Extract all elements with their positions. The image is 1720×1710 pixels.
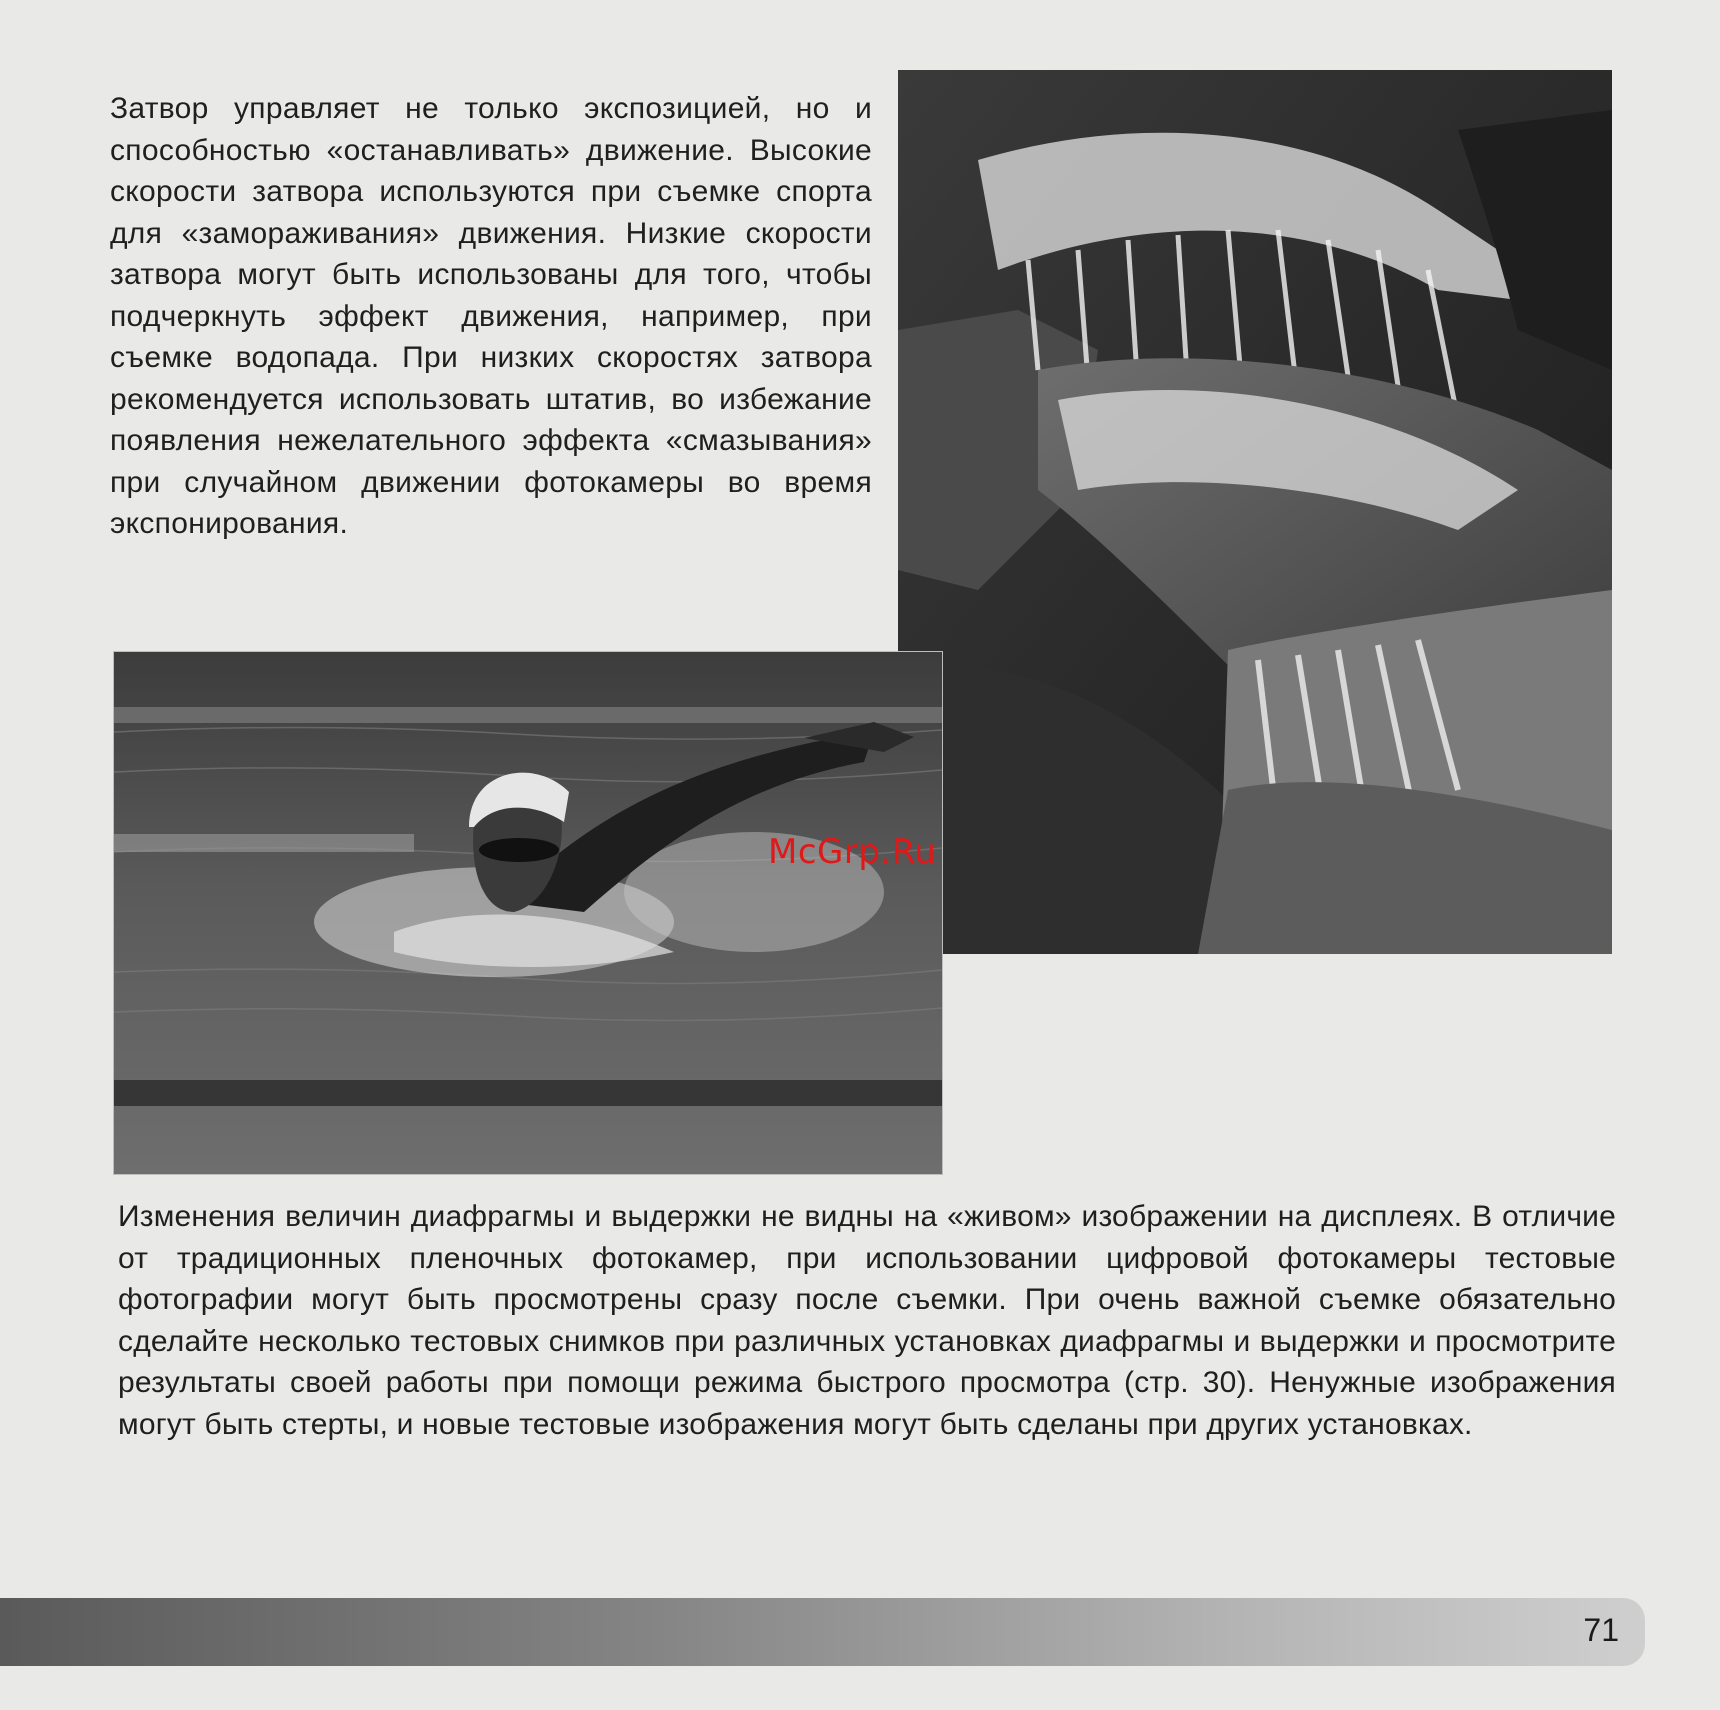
page-footer-bar xyxy=(0,1598,1645,1666)
waterfall-image xyxy=(898,70,1612,954)
watermark: McGrp.Ru xyxy=(768,832,937,872)
swimmer-photo xyxy=(114,652,942,1174)
swimmer-image xyxy=(114,652,942,1174)
paragraph-aperture-shutter: Изменения величин диафрагмы и выдержки не видны на «живом» изображении на дисплеях. В отличие от традиционных пленочных фотокамер, при использовании цифровой фотокамеры тестовые фотографии могут быть просмотрены сразу после съемки. При очень важной съемке обязательно сделайте несколько тестовых снимков при различных установках диафрагмы и выдержки и просмотрите результаты своей работы при помощи режима быстрого просмотра (стр. 30). Ненужные изображения могут быть стерты, и новые тестовые изображения могут быть сделаны при других установках. xyxy=(118,1200,1616,1441)
paragraph-shutter-speed: Затвор управляет не только экспозицией, но и способностью «останавливать» движение. Высокие скорости затвора используются при съемке спорта для «замораживания» движения. Низкие скорости затвора могут быть использованы для того, чтобы подчеркнуть эффект движения, например, при съемке водопада. При низких скоростях затвора рекомендуется использовать штатив, во избежание появления нежелательного эффекта «смазывания» при случайном движении фотокамеры во время экспонирования. xyxy=(110,92,872,540)
waterfall-photo xyxy=(898,70,1612,954)
page-number: 71 xyxy=(1583,1612,1619,1648)
